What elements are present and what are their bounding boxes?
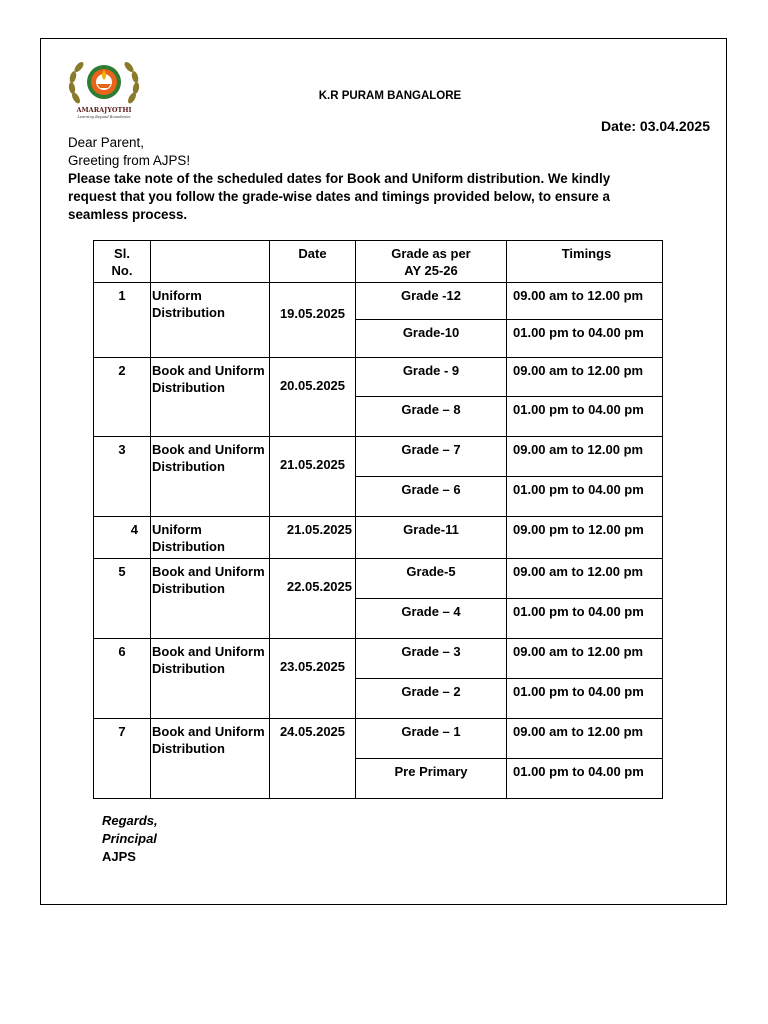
row-grade: Grade - 9: [356, 358, 507, 397]
regards-text: Regards,: [102, 813, 158, 828]
table-header-row: [94, 241, 663, 283]
header-date: Date: [270, 241, 356, 283]
header-timings: Timings: [507, 241, 663, 283]
row-time: 01.00 pm to 04.00 pm: [507, 397, 663, 437]
table-row: [94, 719, 663, 759]
row-grade: Grade -12: [356, 283, 507, 320]
row-time: 09.00 am to 12.00 pm: [507, 358, 663, 397]
table-row: [94, 517, 663, 559]
row-date: 22.05.2025: [270, 559, 356, 639]
row-date: 20.05.2025: [270, 358, 356, 437]
row-number: 5: [94, 559, 151, 639]
row-date: 19.05.2025: [270, 283, 356, 358]
row-number: 3: [94, 437, 151, 517]
amarajyothi-logo-icon: [66, 54, 142, 124]
signature-block: [102, 812, 158, 866]
row-time: 01.00 pm to 04.00 pm: [507, 599, 663, 639]
row-number: 6: [94, 639, 151, 719]
row-date: 21.05.2025: [270, 517, 356, 559]
row-number: 7: [94, 719, 151, 799]
body-line-2: request that you follow the grade-wise dates and timings provided below, to ensure a: [68, 189, 610, 204]
school-location: K.R PURAM BANGALORE: [318, 90, 462, 102]
row-time: 09.00 pm to 12.00 pm: [507, 517, 663, 559]
row-activity: Book and Uniform Distribution: [151, 639, 270, 719]
row-activity: Uniform Distribution: [151, 517, 270, 559]
table-row: [94, 283, 663, 320]
table-row: [94, 639, 663, 679]
row-grade: Pre Primary: [356, 759, 507, 799]
school-abbrev: AJPS: [102, 849, 136, 864]
row-number: 1: [94, 283, 151, 358]
letter-body: [68, 134, 658, 224]
row-grade: Grade-5: [356, 559, 507, 599]
row-time: 01.00 pm to 04.00 pm: [507, 759, 663, 799]
row-date: 24.05.2025: [270, 719, 356, 799]
salutation: Dear Parent,: [68, 135, 144, 150]
body-line-3: seamless process.: [68, 207, 188, 222]
logo-tagline: Learning Beyond Boundaries: [77, 115, 131, 119]
row-date: 23.05.2025: [270, 639, 356, 719]
header-sl-no: Sl. No.: [94, 241, 151, 283]
row-time: 09.00 am to 12.00 pm: [507, 559, 663, 599]
row-date: 21.05.2025: [270, 437, 356, 517]
row-activity: Book and Uniform Distribution: [151, 719, 270, 799]
body-line-1: Please take note of the scheduled dates for Book and Uniform distribution. We kindly: [68, 171, 611, 186]
row-grade: Grade – 8: [356, 397, 507, 437]
row-number: 2: [94, 358, 151, 437]
row-time: 09.00 am to 12.00 pm: [507, 639, 663, 679]
school-logo: [66, 54, 142, 124]
row-activity: Book and Uniform Distribution: [151, 358, 270, 437]
row-grade: Grade-11: [356, 517, 507, 559]
table-row: [94, 358, 663, 397]
row-grade: Grade-10: [356, 320, 507, 358]
distribution-schedule-table: [93, 240, 663, 799]
row-grade: Grade – 3: [356, 639, 507, 679]
row-activity: Book and Uniform Distribution: [151, 559, 270, 639]
row-time: 01.00 pm to 04.00 pm: [507, 679, 663, 719]
row-time: 01.00 pm to 04.00 pm: [507, 477, 663, 517]
row-time: 09.00 am to 12.00 pm: [507, 437, 663, 477]
row-grade: Grade – 1: [356, 719, 507, 759]
row-number: 4: [94, 517, 151, 559]
row-activity: Uniform Distribution: [151, 283, 270, 358]
row-activity: Book and Uniform Distribution: [151, 437, 270, 517]
letter-date: Date: 03.04.2025: [601, 118, 710, 134]
row-grade: Grade – 7: [356, 437, 507, 477]
principal-title: Principal: [102, 831, 157, 846]
header-activity: [151, 241, 270, 283]
table-row: [94, 437, 663, 477]
header-grade: Grade as per AY 25-26: [356, 241, 507, 283]
table-row: [94, 559, 663, 599]
logo-wordmark: AMARAJYOTHI: [76, 106, 132, 114]
row-time: 01.00 pm to 04.00 pm: [507, 320, 663, 358]
greeting: Greeting from AJPS!: [68, 153, 191, 168]
row-grade: Grade – 2: [356, 679, 507, 719]
row-grade: Grade – 6: [356, 477, 507, 517]
row-grade: Grade – 4: [356, 599, 507, 639]
row-time: 09.00 am to 12.00 pm: [507, 283, 663, 320]
row-time: 09.00 am to 12.00 pm: [507, 719, 663, 759]
